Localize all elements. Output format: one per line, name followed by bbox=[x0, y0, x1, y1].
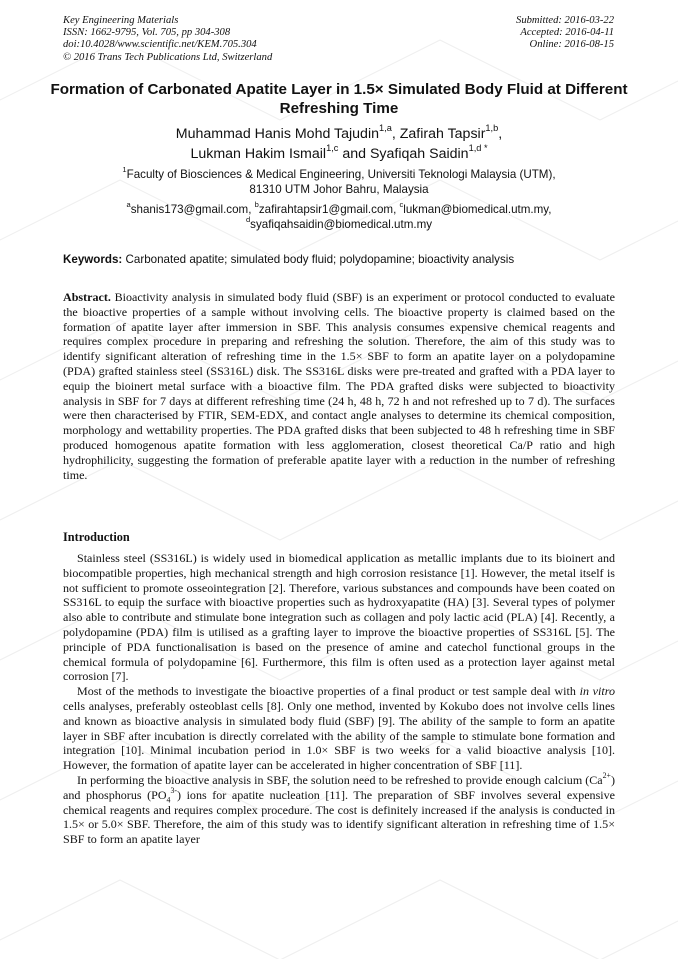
author-name: Lukman Hakim Ismail bbox=[190, 146, 327, 162]
introduction-body bbox=[63, 551, 615, 847]
journal-info bbox=[63, 15, 272, 64]
paper-title: Formation of Carbonated Apatite Layer in 1.5× Simulated Body Fluid at Different Refreshing Time bbox=[50, 81, 628, 117]
author-name: Zafirah Tapsir bbox=[399, 126, 486, 142]
publication-dates bbox=[516, 15, 614, 52]
keywords-label: Keywords: bbox=[63, 253, 123, 266]
author-name: Syafiqah Saidin bbox=[369, 146, 469, 162]
online-date: Online: 2016-08-15 bbox=[529, 39, 614, 51]
affiliation-line-2: 81310 UTM Johor Bahru, Malaysia bbox=[249, 183, 429, 196]
email-link[interactable]: shanis173@gmail.com bbox=[130, 203, 249, 216]
abstract-text: Bioactivity analysis in simulated body fluid (SBF) is an experiment or protocol conducted to evaluate the bioactive properties of a sample without involving cells. The bioactive property is claimed based on the formation of apatite layer after immersion in SBF. This analysis consumes expensive chemical reagents and requires complex procedure in preparing and refreshing the solution. Therefore, the aim of this study was to identify significant alteration of refreshing time in the 1.5× SBF to form an apatite layer on a polydopamine (PDA) grafted stainless steel (SS316L) disk. The SS316L disks were pre-treated and grafted with a PDA layer to equip the bioinert metal surface with a bioactive film. The PDA grafted disks were subjected to bioactivity analysis in SBF for 7 days at different refreshing time (24 h, 48 h, 72 h and not refreshed up to 7 d). The surfaces were then characterised by FTIR, SEM-EDX, and contact angle analyses to determine its chemical composition, morphology and wettability properties. The PDA grafted disks that been subjected to 48 h refreshing time in SBF produced homogenous apatite formation with less agglomeration, closest theoretical Ca/P ratio and high hydrophilicity, suggesting the formation of preferable apatite layer with a reduction in the number of refreshing time. bbox=[63, 290, 616, 482]
author-name: Muhammad Hanis Mohd Tajudin bbox=[175, 126, 379, 142]
introduction-heading: Introduction bbox=[63, 530, 130, 544]
email-link[interactable]: lukman@biomedical.utm.my bbox=[403, 203, 549, 216]
email-link[interactable]: zafirahtapsir1@gmail.com bbox=[258, 203, 394, 216]
paragraph: Stainless steel (SS316L) is widely used in biomedical application as metallic implants due to its bioinert and biocompatible properties, high mechanical strength and high corrosion resistance [1]. However, the metal itself is not sufficient to promote osseointegration [2]. Therefore, various substances and compounds have been coated on SS316L to equip the surface with bioactive properties such as hydroxyapatite (HA) [3]. Several types of polymer also able to contribute and stimulate bone integration such as collagen and poly lactic acid (PLA) [4]. Recently, a polydopamine (PDA) film is utilised as a grafting layer to improve the bioactive properties of SS316L [5]. The principle of PDA functionalisation is based on the presence of amine and catechol functional groups in the chemical formula of polydopamine [6]. Furthermore, this film is often used as a protection layer against metal corrosion [7]. bbox=[63, 551, 615, 684]
submitted-date: Submitted: 2016-03-22 bbox=[516, 15, 614, 26]
author-affiliation-mark: 1,a bbox=[379, 123, 392, 134]
author-list: Muhammad Hanis Mohd Tajudin$^{1,a}$, Zafirah Tapsir$^{1,b}$, Lukman Hakim Ismail$^{1,c}$ and Syafiqah Saidin$^{1,d *}$ bbox=[175, 123, 503, 162]
email-link[interactable]: syafiqahsaidin@biomedical.utm.my bbox=[250, 217, 433, 231]
abstract bbox=[63, 290, 615, 482]
issn: ISSN: 1662-9795, Vol. 705, pp 304-308 bbox=[63, 27, 231, 39]
accepted-date: Accepted: 2016-04-11 bbox=[520, 27, 614, 39]
affiliation: $^1$Faculty of Biosciences & Medical Engineering, Universiti Teknologi Malaysia (UTM), 81310 UTM Johor Bahru, Malaysia bbox=[122, 165, 556, 196]
affiliation-line-1: Faculty of Biosciences & Medical Engineering, Universiti Teknologi Malaysia (UTM), bbox=[126, 168, 556, 181]
author-emails: $^a$shanis173@gmail.com, $^b$zafirahtapsir1@gmail.com, $^c$lukman@biomedical.utm.my, $^d$syafiqahsaidin@biomedical.utm.my bbox=[126, 200, 552, 231]
paragraph: Most of the methods to investigate the bioactive properties of a final product or test sample deal with in vitro cells analyses, preferably osteoblast cells [8]. Only one method, invented by Kokubo does not involve cells lines and known as bioactive analysis in simulated body fluid (SBF) [9]. The ability of the sample to form an apatite layer in SBF after incubation is directly correlated with the ability of the sample to stimulate bone formation and integration [10]. Minimal incubation period in 1.0× SBF is two weeks for a valid bioactive analysis [10]. However, the formation of apatite layer can be accelerated in higher concentration of SBF [11]. bbox=[63, 684, 615, 773]
paragraph: In performing the bioactive analysis in SBF, the solution need to be refreshed to provide enough calcium $(Ca^{2+})$ and phosphorus $(PO_4^{3-})$ ions for apatite nucleation [11]. The preparation of SBF involves several expensive chemical reagents and requires complex procedure. The cost is definitely increased if the analysis is conducted in 1.5× or 5.0× SBF. Therefore, the aim of this study was to identify significant alteration in refreshing time of 1.5× SBF to form an apatite layer bbox=[63, 771, 615, 847]
keywords bbox=[63, 253, 615, 267]
author-affiliation-mark: 1,d * bbox=[468, 143, 488, 154]
doi: doi:10.4028/www.scientific.net/KEM.705.304 bbox=[63, 39, 257, 51]
keywords-text: Carbonated apatite; simulated body fluid; polydopamine; bioactivity analysis bbox=[125, 253, 515, 266]
copyright: © 2016 Trans Tech Publications Ltd, Switzerland bbox=[63, 51, 273, 63]
author-affiliation-mark: 1,c bbox=[326, 143, 339, 154]
journal-name: Key Engineering Materials bbox=[63, 15, 179, 26]
abstract-label: Abstract. bbox=[63, 290, 111, 304]
author-affiliation-mark: 1,b bbox=[485, 123, 499, 134]
